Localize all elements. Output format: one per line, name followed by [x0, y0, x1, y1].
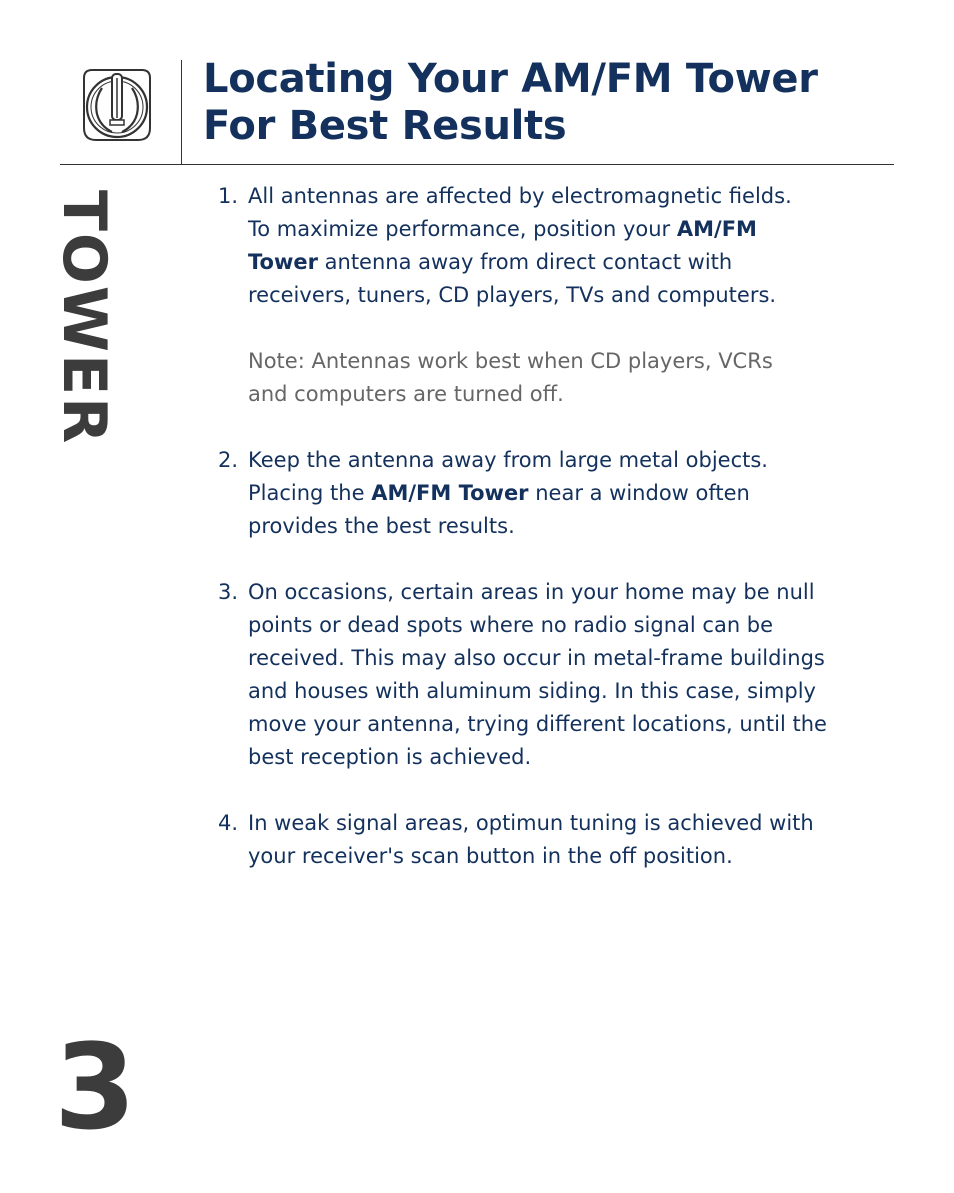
- note-text: [248, 345, 918, 411]
- note-line: and computers are turned off.: [248, 382, 564, 406]
- list-item-line: Keep the antenna away from large metal objects.: [248, 448, 768, 472]
- list-item-line: On occasions, certain areas in your home may be null: [248, 580, 815, 604]
- list-item-line: points or dead spots where no radio signal can be: [248, 613, 774, 637]
- list-item-line: [248, 477, 918, 510]
- side-section-label: [49, 190, 119, 446]
- list-item-number: 4.: [218, 811, 239, 835]
- page-title-line-2: For Best Results: [203, 103, 567, 149]
- list-item-number: 3.: [218, 580, 239, 604]
- header-vertical-divider: [181, 60, 182, 164]
- product-name-bold: AM/FM: [676, 217, 757, 241]
- list-item-line: best reception is achieved.: [248, 745, 532, 769]
- list-item: [218, 807, 918, 873]
- list-item-line: receivers, tuners, CD players, TVs and computers.: [248, 283, 777, 307]
- text-run: Placing the: [248, 481, 372, 505]
- page-title-line-1: Locating Your AM/FM Tower: [203, 56, 818, 102]
- instructions-list: [218, 180, 918, 906]
- list-item-line: In weak signal areas, optimun tuning is achieved with: [248, 811, 814, 835]
- product-name-bold: Tower: [248, 250, 318, 274]
- side-section-label-text: TOWER: [49, 190, 119, 446]
- page-title: [203, 56, 893, 150]
- list-item: [218, 180, 918, 411]
- text-run: antenna away from direct contact with: [317, 250, 733, 274]
- list-item-number: 1.: [218, 184, 239, 208]
- list-item-line: move your antenna, trying different locations, until the: [248, 712, 827, 736]
- product-name-bold: AM/FM Tower: [371, 481, 529, 505]
- list-item-number: 2.: [218, 448, 239, 472]
- list-item-line: received. This may also occur in metal-frame buildings: [248, 646, 825, 670]
- list-item: [218, 576, 918, 774]
- list-item-line: and houses with aluminum siding. In this case, simply: [248, 679, 816, 703]
- text-run: To maximize performance, position your: [248, 217, 677, 241]
- list-item-line: [248, 246, 918, 279]
- list-item-line: provides the best results.: [248, 514, 515, 538]
- power-antenna-logo-icon: [80, 66, 154, 144]
- list-item-line: All antennas are affected by electromagnetic fields.: [248, 184, 792, 208]
- note-line: Note: Antennas work best when CD players, VCRs: [248, 349, 773, 373]
- text-run: near a window often: [528, 481, 750, 505]
- list-item-line: [248, 213, 918, 246]
- header-horizontal-divider: [60, 164, 894, 165]
- list-item-line: your receiver's scan button in the off position.: [248, 844, 733, 868]
- page-number: 3: [54, 1018, 137, 1156]
- list-item: [218, 444, 918, 543]
